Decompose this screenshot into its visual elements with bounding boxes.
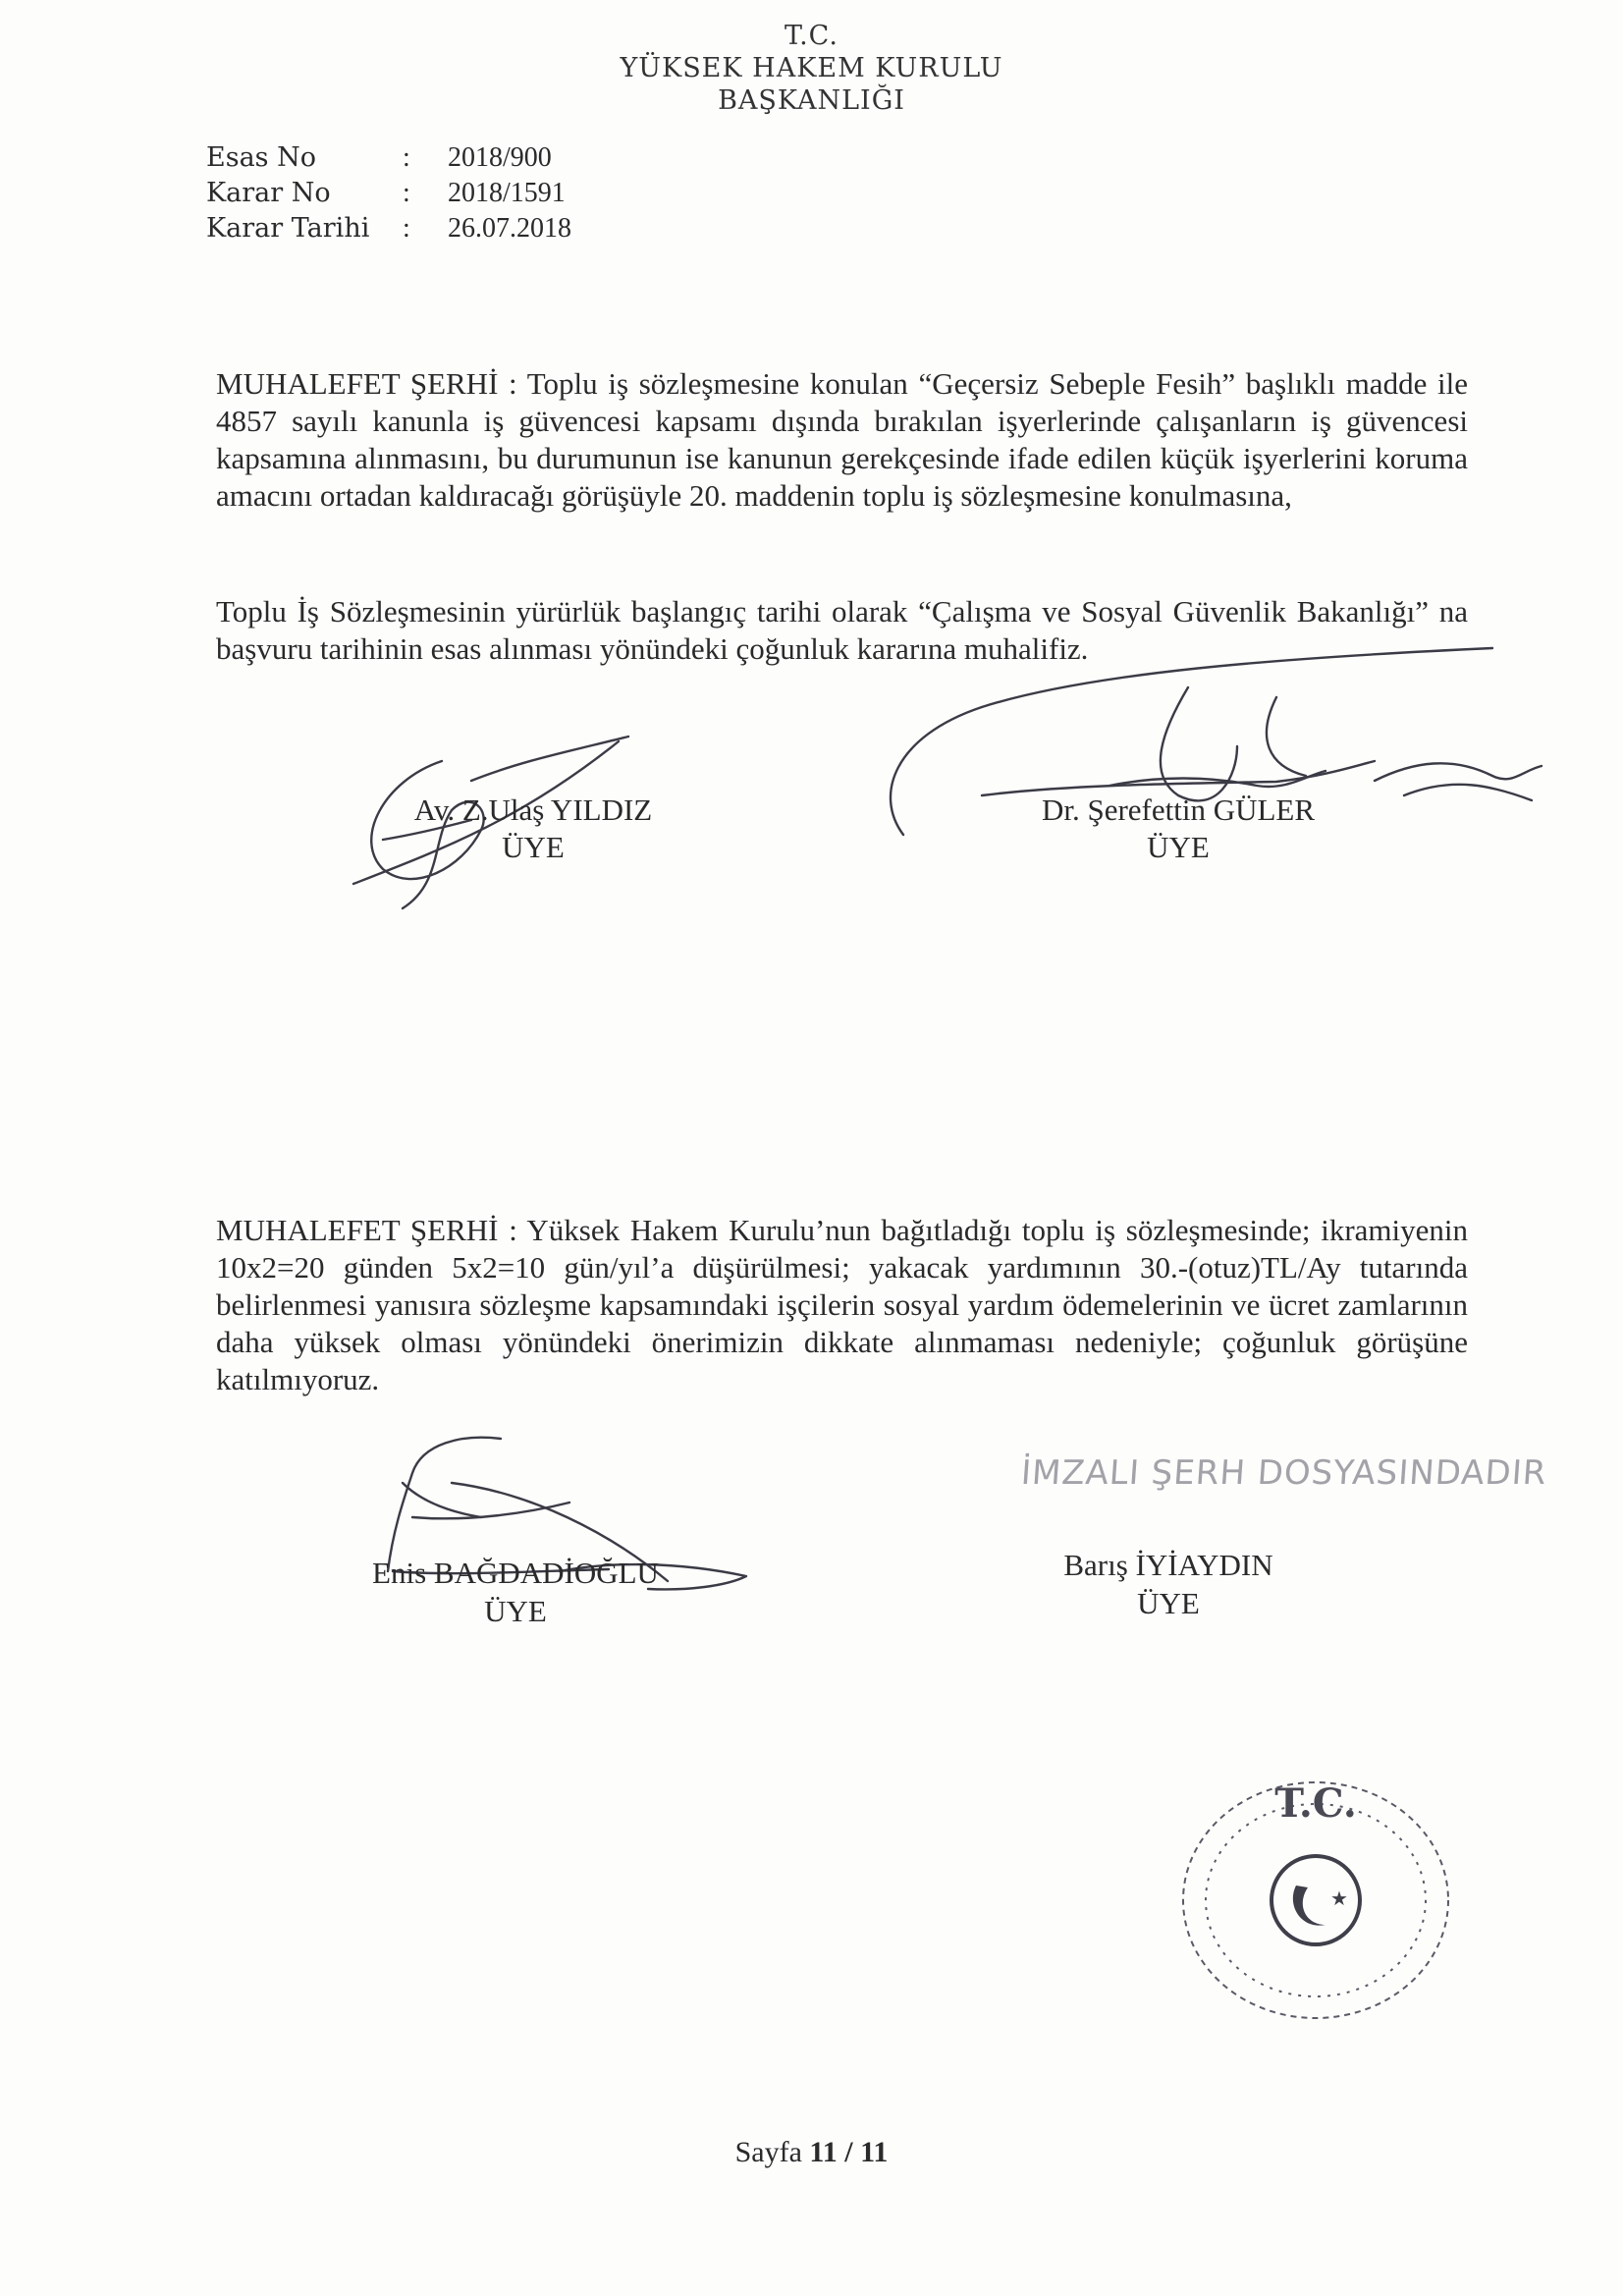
meta-label: Karar No bbox=[206, 178, 331, 208]
meta-label: Esas No bbox=[206, 142, 316, 173]
meta-row-esas: Esas No : 2018/900 bbox=[206, 140, 571, 176]
dissent-paragraph-1: MUHALEFET ŞERHİ : Toplu iş sözleşmesine konulan “Geçersiz Sebeple Fesih” başlıklı madde ile 4857 sayılı kanunla iş güvencesi kapsamı dışında bırakılan işyerlerinde çalışanların iş güvencesi kapsamına alınmasını, bu durumunun ise kanunun gerekçesinde ifade edilen küçük işyerlerini koruma amacını ortadan kaldıracağı görüşüyle 20. maddenin toplu iş sözleşmesine konulmasına, bbox=[216, 366, 1468, 513]
dissent-paragraph-2: Toplu İş Sözleşmesinin yürürlük başlangıç tarihi olarak “Çalışma ve Sosyal Güvenlik Bakanlığı” na başvuru tarihinin esas alınması yönündeki çoğunluk kararına muhalifiz. bbox=[216, 594, 1468, 666]
signed-annotation-stamp: İMZALI ŞERH DOSYASINDADIR bbox=[1019, 1453, 1548, 1493]
case-metadata bbox=[206, 140, 571, 246]
signatory-name: Av. Z.Ulaş YILDIZ bbox=[413, 793, 653, 827]
header-tc: T.C. bbox=[784, 21, 839, 51]
official-seal-icon bbox=[1168, 1768, 1463, 2033]
header-presidency: BAŞKANLIĞI bbox=[718, 85, 905, 116]
meta-label: Karar Tarihi bbox=[206, 213, 370, 244]
signatory-role: ÜYE bbox=[484, 1594, 547, 1628]
signatory-role: ÜYE bbox=[1137, 1586, 1200, 1620]
signatory-name: Dr. Şerefettin GÜLER bbox=[1041, 793, 1316, 827]
svg-text:★: ★ bbox=[1330, 1886, 1348, 1910]
meta-value: 2018/900 bbox=[448, 142, 552, 173]
seal-text: T.C. bbox=[1274, 1780, 1357, 1827]
page-number: 11 / 11 bbox=[809, 2136, 889, 2168]
meta-row-karar: Karar No : 2018/1591 bbox=[206, 176, 571, 211]
signatory-role: ÜYE bbox=[1147, 830, 1210, 864]
page-footer bbox=[0, 2136, 1623, 2169]
meta-value: 2018/1591 bbox=[448, 178, 566, 208]
document-header bbox=[0, 20, 1623, 117]
signatory-name: Enis BAĞDADİOĞLU bbox=[372, 1556, 659, 1590]
meta-value: 26.07.2018 bbox=[448, 213, 571, 244]
dissent-paragraph-3: MUHALEFET ŞERHİ : Yüksek Hakem Kurulu’nun bağıtladığı toplu iş sözleşmesinde; ikramiyenin 10x2=20 günden 5x2=10 gün/yıl’a düşürülmesi; yakacak yardımının 30.-(otuz)TL/Ay tutarında belirlenmesi yanısıra sözleşme kapsamındaki işçilerin sosyal yardım ödemelerinin ve ücret zamlarının daha yüksek olması yönündeki önerimizin dikkate alınmaması nedeniyle; çoğunluk görüşüne katılmıyoruz. bbox=[216, 1213, 1468, 1396]
header-institution: YÜKSEK HAKEM KURULU bbox=[620, 53, 1003, 83]
signatory-role: ÜYE bbox=[502, 830, 565, 864]
page-prefix: Sayfa bbox=[734, 2136, 802, 2168]
meta-row-tarih: Karar Tarihi : 26.07.2018 bbox=[206, 211, 571, 246]
signatory-name: Barış İYİAYDIN bbox=[1063, 1548, 1273, 1582]
